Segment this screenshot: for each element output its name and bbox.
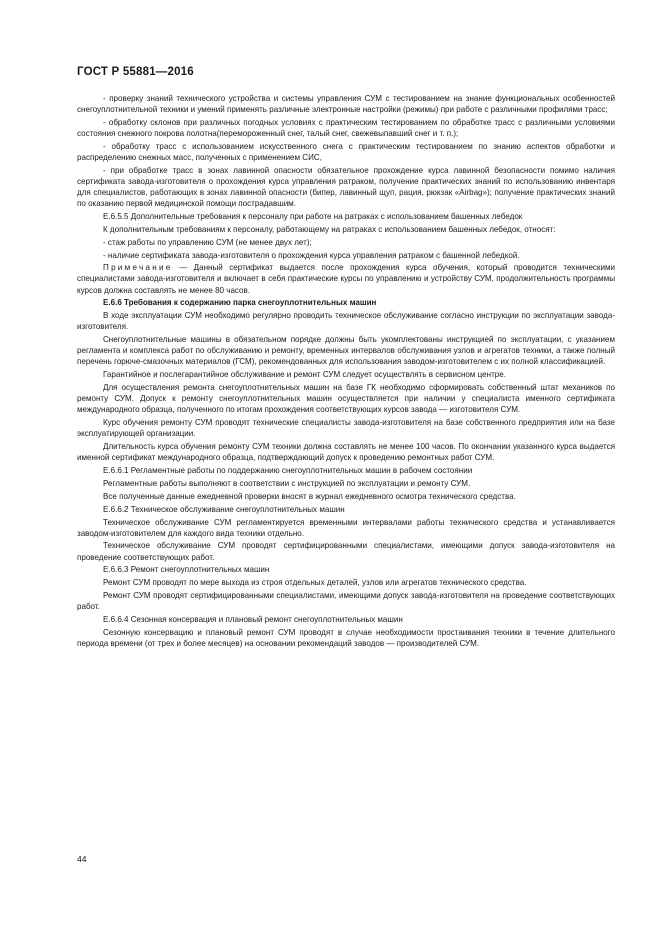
paragraph-daily-log: Все полученные данные ежедневной проверки вносят в журнал ежедневного осмотра технического средства. xyxy=(103,491,516,501)
page-number: 44 xyxy=(77,854,87,864)
note xyxy=(77,262,615,295)
clause-e664-title: Е.6.6.4 Сезонная консервация и плановый ремонт снегоуплотнительных машин xyxy=(103,615,403,625)
paragraph-artificial-snow: - обработку трасс с использованием искусственного снега с практическим тестированием по знанию аспектов обработки и распределению снежных масс, полученных с применением СИС, xyxy=(77,141,615,162)
paragraph-knowledge-check: - проверку знаний технического устройства и системы управления СУМ с тестированием на знание функциональных особенностей снегоуплотнительной техники и умений применять различные электронные настройки (режимы) при работе с различными профилями трасс; xyxy=(77,94,615,115)
paragraph-service-specialists: Техническое обслуживание СУМ проводят сертифицированными специалистами, имеющими допуск завода-изготовителя на проведение соответствующих работ. xyxy=(77,541,615,562)
list-item-certificate: - наличие сертификата завода-изготовителя о прохождения курса управления ратраком с башенной лебедкой. xyxy=(103,250,520,260)
paragraph-warranty: Гарантийное и послегарантийное обслуживание и ремонт СУМ следует осуществлять в сервисном центре. xyxy=(103,370,506,380)
note-label: Примечание xyxy=(103,263,173,273)
paragraph-manual: Снегоуплотнительные машины в обязательном порядке должны быть укомплектованы инструкцией по эксплуатации, с указанием регламента и комплекса работ по обслуживанию и ремонту, временных интервалов обслуживания узлов и агрегатов техники, а также полный перечень горюче-смазочных материалов (ГСМ), рекомендованных для использования заводом-изготовителем с их полной классификацией. xyxy=(77,335,615,367)
paragraph-slope-grooming: - обработку склонов при различных погодных условиях с практическим тестированием по обработке трасс с различными условиями состояния снежного покрова полотна(перемороженный снег, талый снег, свежевыпавший снег и т. п.); xyxy=(77,117,615,138)
paragraph-service-intervals: Техническое обслуживание СУМ регламентируется временными интервалами работы технического средства и устанавливается заводом-изготовителем для каждого вида техники отдельно. xyxy=(77,517,615,538)
paragraph-repair-course: Курс обучения ремонту СУМ проводят технические специалисты завода-изготовителя на базе собственного предприятия или на базе эксплуатирующей организации. xyxy=(77,418,615,439)
paragraph-additional-requirements: К дополнительным требованиям к персоналу, работающему на ратраках с использованием башенных лебедок, относят: xyxy=(103,224,556,234)
paragraph-repair-conditions: Ремонт СУМ проводят по мере выхода из строя отдельных деталей, узлов или агрегатов технического средства. xyxy=(103,578,527,588)
clause-e655-title: Е.6.5.5 Дополнительные требования к персоналу при работе на ратраках с использованием башенных лебедок xyxy=(103,211,523,221)
paragraph-repair-specialists: Ремонт СУМ проводят сертифицированными специалистами, имеющими допуск завода-изготовителя на проведение соответствующих работ. xyxy=(77,591,615,612)
document-body xyxy=(77,93,615,651)
clause-e663-title: Е.6.6.3 Ремонт снегоуплотнительных машин xyxy=(103,565,270,575)
paragraph-repair-staff: Для осуществления ремонта снегоуплотнительных машин на базе ГК необходимо сформировать собственный штат механиков по ремонту СУМ. Допуск к ремонту снегоуплотнительных машин осуществляется при наличии у специалиста именного сертификата международного образца, полученного по итогам прохождения соответствующих курсов завода — изготовителя СУМ. xyxy=(77,383,615,415)
note-text: — Данный сертификат выдается после прохождения курса обучения, который проводится техническими специалистами завода-изготовителя и включает в себя практические курсы по управлению и устройству СУМ, продолжительность программы курсов должна составлять не менее 80 часов. xyxy=(77,263,615,295)
list-item-experience: - стаж работы по управлению СУМ (не менее двух лет); xyxy=(103,237,312,247)
paragraph-course-duration: Длительность курса обучения ремонту СУМ техники должна составлять не менее 100 часов. По окончании указанного курса выдается именной сертификат международного образца, подтверждающий допуск к проведению ремонтных работ СУМ. xyxy=(77,442,615,463)
section-title-e66: Е.6.6 Требования к содержанию парка снегоуплотнительных машин xyxy=(103,298,377,308)
paragraph-seasonal-conservation: Сезонную консервацию и плановый ремонт СУМ проводят в случае необходимости простаивания техники в течение длительного периода времени (от трех и более месяцев) на основании рекомендаций заводов — производителей СУМ. xyxy=(77,628,615,649)
page-header: ГОСТ Р 55881—2016 xyxy=(77,66,194,78)
clause-e662-title: Е.6.6.2 Техническое обслуживание снегоуплотнительных машин xyxy=(103,504,345,514)
clause-e661-title: Е.6.6.1 Регламентные работы по поддержанию снегоуплотнительных машин в рабочем состоянии xyxy=(103,465,473,475)
paragraph-maintenance: В ходе эксплуатации СУМ необходимо регулярно проводить техническое обслуживание согласно инструкции по эксплуатации завода-изготовителя. xyxy=(77,311,615,332)
paragraph-routine-work: Регламентные работы выполняют в соответствии с инструкцией по эксплуатации и ремонту СУМ. xyxy=(103,478,471,488)
paragraph-avalanche-zones: - при обработке трасс в зонах лавинной опасности обязательное прохождение курса лавинной безопасности помимо наличия сертификата завода-изготовителя о прохождения курса управления ратраком, получение практических знаний по использованию инвентаря для специалистов, работающих в зонах лавинной опасности (бипер, лавинный щуп, рация, рюкзак «Airbag»); получение практических знаний по оказанию первой медицинской помощи пострадавшим. xyxy=(77,165,615,208)
